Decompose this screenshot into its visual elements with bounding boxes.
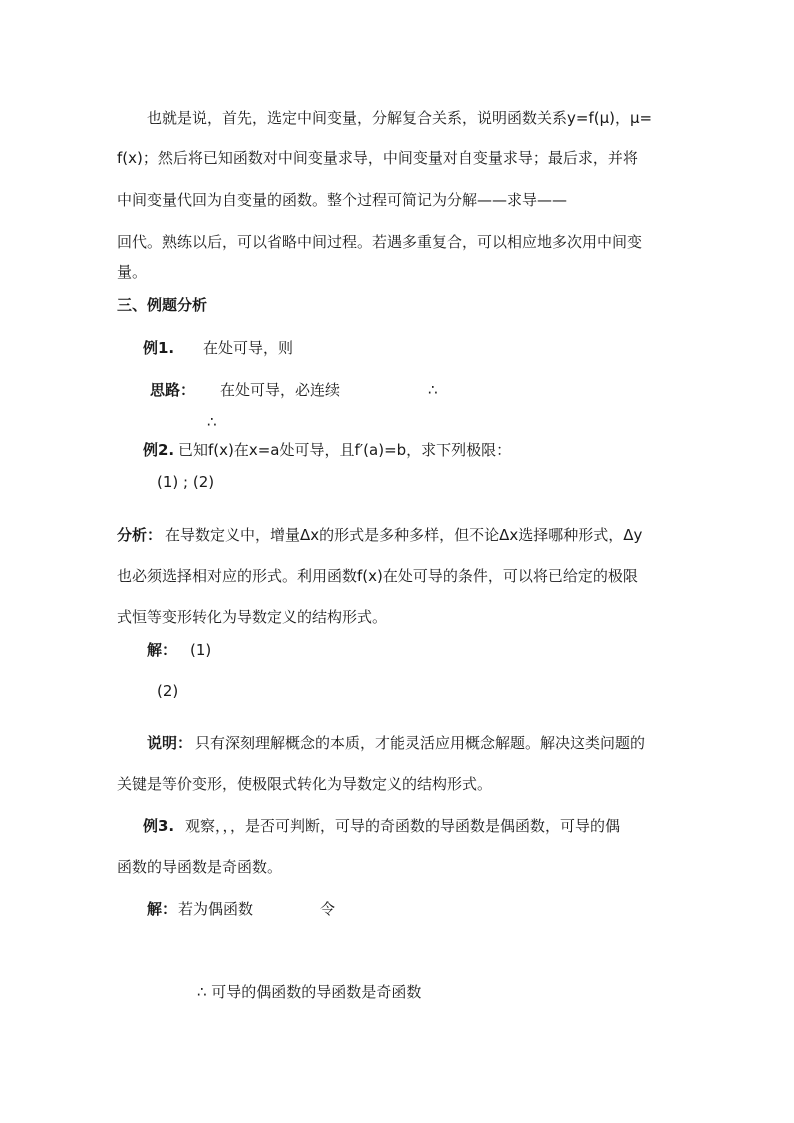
ex3-label: 例3. [143,817,175,835]
section-heading: 三、例题分析 [117,296,208,314]
ex3-line2: 函数的导函数是奇函数。 [117,858,283,876]
para1-line1: 也就是说，首先，选定中间变量，分解复合关系，说明函数关系y=f(μ)，μ= [147,109,653,127]
ex3-conclusion: ∴ 可导的偶函数的导函数是奇函数 [197,983,422,1001]
ex3-solution-label: 解： [147,900,178,918]
ex2-solution-label: 解： [147,641,178,659]
ex2-text: 已知f(x)在x=a处可导，且f′(a)=b，求下列极限： [178,441,512,459]
ex2-parts: (1) ; (2) [157,473,215,491]
ex2-note-label: 说明： [147,734,193,752]
para1-line5: 量。 [117,263,148,281]
ex1-text: 在处可导，则 [203,339,294,357]
ex1-idea-label: 思路： [150,381,196,399]
ex2-analysis-line3: 式恒等变形转化为导数定义的结构形式。 [117,608,388,626]
ex3-text: 观察，，，是否可判断，可导的奇函数的导函数是偶函数，可导的偶 [185,817,621,835]
ex2-analysis-label: 分析： [117,526,163,544]
para1-line4: 回代。熟练以后，可以省略中间过程。若遇多重复合，可以相应地多次用中间变 [117,233,643,251]
para1-line2: f(x)；然后将已知函数对中间变量求导，中间变量对自变量求导；最后求，并将 [117,149,638,167]
ex3-solution-text: 若为偶函数 [178,900,254,918]
ex2-note-line2: 关键是等价变形，使极限式转化为导数定义的结构形式。 [117,775,493,793]
ex2-analysis-line2: 也必须选择相对应的形式。利用函数f(x)在处可导的条件，可以将已给定的极限 [117,567,638,585]
para1-line3: 中间变量代回为自变量的函数。整个过程可简记为分解——求导—— [117,191,568,209]
ex2-solution-part1: (1) [190,641,212,659]
therefore-symbol-1: ∴ [428,381,438,399]
therefore-symbol-2: ∴ [207,413,217,431]
ex2-label: 例2. [143,441,175,459]
ex1-idea-text: 在处可导，必连续 [220,381,341,399]
ex2-note-line1: 只有深刻理解概念的本质，才能灵活应用概念解题。解决这类问题的 [195,734,646,752]
ex1-label: 例1. [143,339,175,357]
ex3-let-word: 令 [320,900,336,918]
ex2-analysis-line1: 在导数定义中，增量Δx的形式是多种多样，但不论Δx选择哪种形式，Δy [165,526,643,544]
ex2-solution-part2: (2) [157,682,179,700]
